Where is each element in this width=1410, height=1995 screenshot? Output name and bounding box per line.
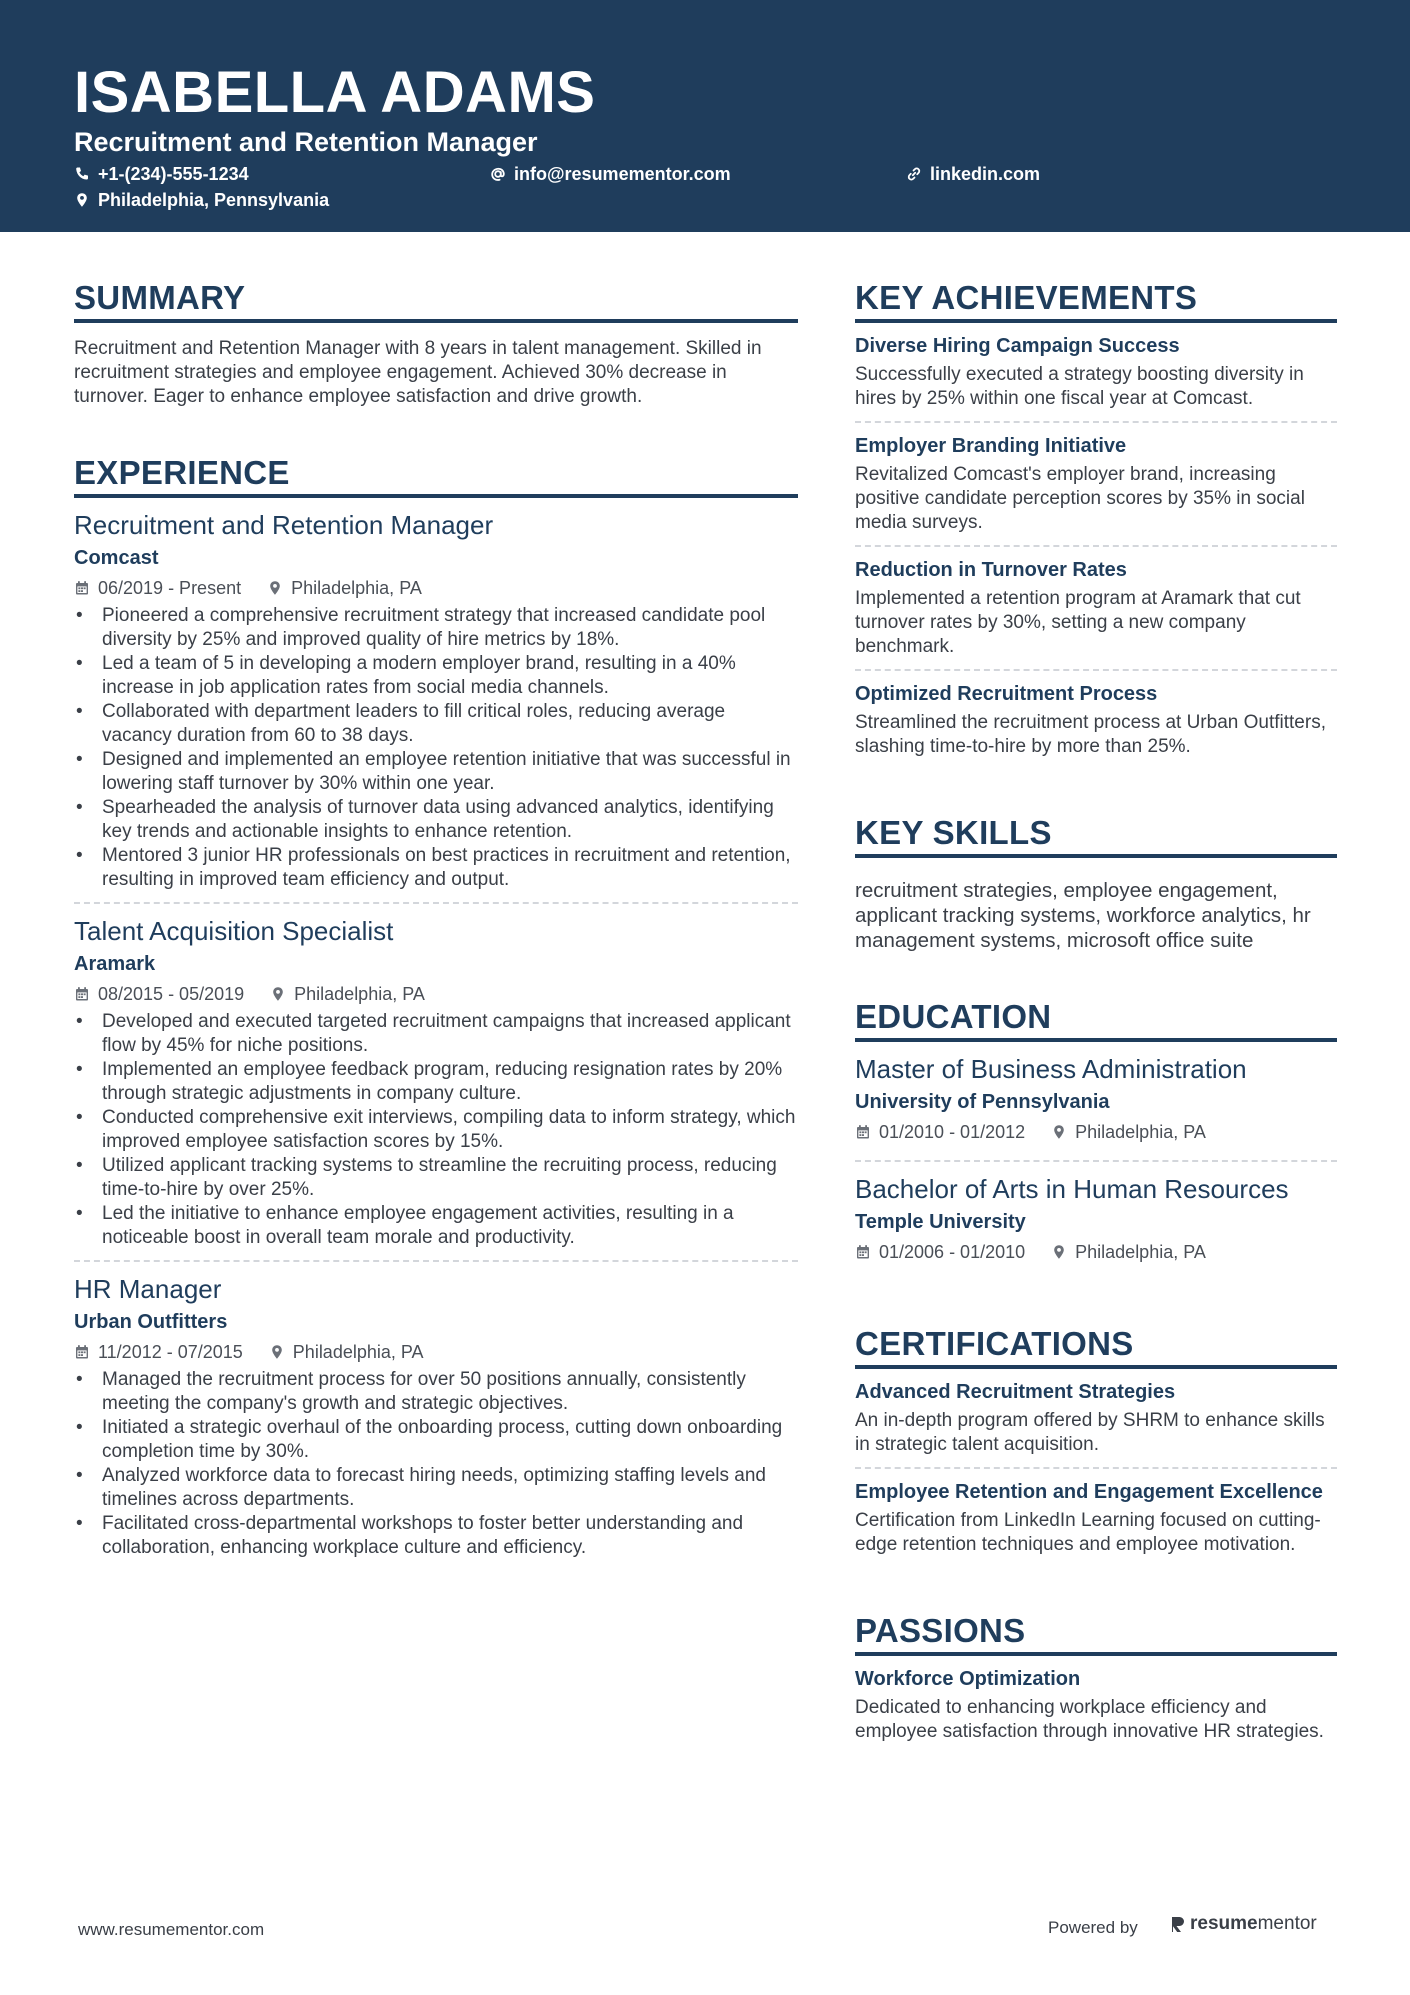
phone-icon xyxy=(74,166,90,182)
certification-title: Employee Retention and Engagement Excellence xyxy=(855,1481,1323,1503)
footer-brand-logo[interactable] xyxy=(1170,1913,1317,1935)
education-location-text: Philadelphia, PA xyxy=(1075,1122,1206,1142)
achievement-text: Implemented a retention program at Aramark that cut turnover rates by 30%, setting a new company benchmark. xyxy=(855,588,1301,657)
certification-item xyxy=(855,1467,1337,1567)
job-dates: 08/2015 - 05/2019 xyxy=(98,984,245,1004)
contact-email[interactable] xyxy=(490,163,731,185)
contact-location xyxy=(74,189,329,211)
location-pin-icon xyxy=(269,1344,285,1360)
link-icon xyxy=(906,166,922,182)
education-meta xyxy=(855,1240,1337,1264)
contact-website[interactable] xyxy=(906,163,1040,185)
brand-bold: resume xyxy=(1190,1913,1258,1934)
passion-item xyxy=(855,1656,1337,1754)
website-text[interactable]: linkedin.com xyxy=(930,164,1041,184)
job-location xyxy=(270,982,425,1006)
job-location-text: Philadelphia, PA xyxy=(291,578,422,598)
resumementor-logo-icon xyxy=(1170,1914,1186,1934)
section-title: CERTIFICATIONS xyxy=(855,1324,1337,1369)
section-title: KEY SKILLS xyxy=(855,813,1337,858)
bullet-item: • Initiated a strategic overhaul of the onboarding process, cutting down onboarding completion time by 30%. xyxy=(74,1416,798,1464)
candidate-role: Recruitment and Retention Manager xyxy=(74,127,538,157)
education-location-text: Philadelphia, PA xyxy=(1075,1242,1206,1262)
job-title: Talent Acquisition Specialist xyxy=(74,916,394,946)
candidate-name: ISABELLA ADAMS xyxy=(74,60,596,125)
job-dates: 11/2012 - 07/2015 xyxy=(98,1342,243,1362)
job-bullets xyxy=(74,604,798,892)
job-meta xyxy=(74,576,798,600)
job-title: HR Manager xyxy=(74,1274,222,1304)
job-entry xyxy=(74,498,798,902)
resume-header xyxy=(0,0,1410,232)
passion-title: Workforce Optimization xyxy=(855,1668,1081,1690)
calendar-icon xyxy=(74,986,90,1002)
experience-section xyxy=(74,453,798,1570)
achievement-title: Optimized Recruitment Process xyxy=(855,683,1158,705)
job-meta xyxy=(74,982,798,1006)
certification-text: An in-depth program offered by SHRM to enhance skills in strategic talent acquisition. xyxy=(855,1410,1325,1455)
achievement-item xyxy=(855,669,1337,769)
bullet-item: • Collaborated with department leaders to fill critical roles, reducing average vacancy duration from 60 to 38 days. xyxy=(74,700,798,748)
school-name: University of Pennsylvania xyxy=(855,1091,1110,1113)
brand-light: mentor xyxy=(1257,1913,1317,1934)
summary-section xyxy=(74,278,798,409)
location-pin-icon xyxy=(267,580,283,596)
left-column xyxy=(74,278,798,1570)
bullet-item: • Pioneered a comprehensive recruitment strategy that increased candidate pool diversity by 25% and improved quality of hire metrics by 18%. xyxy=(74,604,798,652)
achievement-title: Diverse Hiring Campaign Success xyxy=(855,335,1180,357)
skills-text: recruitment strategies, employee engagement, applicant tracking systems, workforce analytics, hr management systems, microsoft office suite xyxy=(855,879,1311,952)
education-meta xyxy=(855,1120,1337,1144)
job-title: Recruitment and Retention Manager xyxy=(74,510,494,540)
company-name: Aramark xyxy=(74,953,156,975)
location-pin-icon xyxy=(1051,1124,1067,1140)
bullet-item: • Mentored 3 junior HR professionals on best practices in recruitment and retention, resulting in improved team efficiency and output. xyxy=(74,844,798,892)
certification-text: Certification from LinkedIn Learning focused on cutting-edge retention techniques and employee motivation. xyxy=(855,1510,1321,1555)
job-location xyxy=(267,576,422,600)
bullet-item: • Spearheaded the analysis of turnover data using advanced analytics, identifying key trends and actionable insights to enhance retention. xyxy=(74,796,798,844)
degree-title: Master of Business Administration xyxy=(855,1054,1247,1084)
certification-item xyxy=(855,1369,1337,1467)
education-dates: 01/2006 - 01/2010 xyxy=(879,1242,1026,1262)
calendar-icon xyxy=(855,1124,871,1140)
section-title: SUMMARY xyxy=(74,278,798,323)
bullet-item: • Led the initiative to enhance employee engagement activities, resulting in a noticeable boost in overall team morale and productivity. xyxy=(74,1202,798,1250)
education-location xyxy=(1051,1120,1206,1144)
calendar-icon xyxy=(74,1344,90,1360)
job-dates: 06/2019 - Present xyxy=(98,578,242,598)
section-title: PASSIONS xyxy=(855,1611,1337,1656)
bullet-item: • Led a team of 5 in developing a modern employer brand, resulting in a 40% increase in job application rates from social media channels. xyxy=(74,652,798,700)
contact-phone xyxy=(74,163,249,185)
section-title: KEY ACHIEVEMENTS xyxy=(855,278,1337,323)
job-location xyxy=(269,1340,424,1364)
bullet-item: • Facilitated cross-departmental workshops to foster better understanding and collaboration, enhancing workplace culture and efficiency. xyxy=(74,1512,798,1560)
bullet-item: • Developed and executed targeted recruitment campaigns that increased applicant flow by 45% for niche positions. xyxy=(74,1010,798,1058)
passions-section xyxy=(855,1611,1337,1754)
calendar-icon xyxy=(74,580,90,596)
footer-website[interactable]: www.resumementor.com xyxy=(78,1920,265,1939)
bullet-item: • Designed and implemented an employee retention initiative that was successful in lowering staff turnover by 30% within one year. xyxy=(74,748,798,796)
location-text: Philadelphia, Pennsylvania xyxy=(98,190,330,210)
job-entry xyxy=(74,902,798,1260)
education-location xyxy=(1051,1240,1206,1264)
achievement-item xyxy=(855,421,1337,545)
summary-text: Recruitment and Retention Manager with 8 years in talent management. Skilled in recruitment strategies and employee engagement. Achieved 30% decrease in turnover. Eager to enhance employee satisfaction and drive growth. xyxy=(74,338,762,407)
section-title: EDUCATION xyxy=(855,997,1337,1042)
email-text[interactable]: info@resumementor.com xyxy=(514,164,731,184)
achievement-text: Streamlined the recruitment process at Urban Outfitters, slashing time-to-hire by more than 25%. xyxy=(855,712,1326,757)
achievement-text: Successfully executed a strategy boosting diversity in hires by 25% within one fiscal year at Comcast. xyxy=(855,364,1304,409)
company-name: Comcast xyxy=(74,547,159,569)
location-pin-icon xyxy=(270,986,286,1002)
job-location-text: Philadelphia, PA xyxy=(292,1342,424,1362)
degree-title: Bachelor of Arts in Human Resources xyxy=(855,1174,1289,1204)
phone-text: +1-(234)-555-1234 xyxy=(98,164,249,184)
job-bullets xyxy=(74,1368,798,1560)
bullet-item: • Implemented an employee feedback program, reducing resignation rates by 20% through strategic adjustments in company culture. xyxy=(74,1058,798,1106)
job-meta xyxy=(74,1340,798,1364)
job-bullets xyxy=(74,1010,798,1250)
achievement-item xyxy=(855,323,1337,421)
achievement-text: Revitalized Comcast's employer brand, increasing positive candidate perception scores by 35% in social media surveys. xyxy=(855,464,1305,533)
footer-powered-by: Powered by xyxy=(1048,1918,1138,1937)
education-dates: 01/2010 - 01/2012 xyxy=(879,1122,1026,1142)
company-name: Urban Outfitters xyxy=(74,1311,228,1333)
achievement-title: Employer Branding Initiative xyxy=(855,435,1127,457)
passion-text: Dedicated to enhancing workplace efficiency and employee satisfaction through innovative HR strategies. xyxy=(855,1697,1324,1742)
certification-title: Advanced Recruitment Strategies xyxy=(855,1381,1176,1403)
job-location-text: Philadelphia, PA xyxy=(294,984,425,1004)
certifications-section xyxy=(855,1324,1337,1567)
achievements-section xyxy=(855,278,1337,769)
bullet-item: • Utilized applicant tracking systems to streamline the recruiting process, reducing time-to-hire by over 25%. xyxy=(74,1154,798,1202)
bullet-item: • Managed the recruitment process for over 50 positions annually, consistently meeting the company's growth and strategic objectives. xyxy=(74,1368,798,1416)
school-name: Temple University xyxy=(855,1211,1026,1233)
achievement-title: Reduction in Turnover Rates xyxy=(855,559,1127,581)
skills-section xyxy=(855,813,1337,953)
bullet-item: • Conducted comprehensive exit interviews, compiling data to inform strategy, which improved employee satisfaction scores by 15%. xyxy=(74,1106,798,1154)
education-item xyxy=(855,1042,1337,1160)
calendar-icon xyxy=(855,1244,871,1260)
location-pin-icon xyxy=(1051,1244,1067,1260)
at-sign-icon xyxy=(490,166,506,182)
section-title: EXPERIENCE xyxy=(74,453,798,498)
education-item xyxy=(855,1160,1337,1280)
right-column xyxy=(855,278,1337,1798)
bullet-item: • Analyzed workforce data to forecast hiring needs, optimizing staffing levels and timelines across departments. xyxy=(74,1464,798,1512)
achievement-item xyxy=(855,545,1337,669)
location-pin-icon xyxy=(74,192,90,208)
education-section xyxy=(855,997,1337,1280)
job-entry xyxy=(74,1260,798,1570)
